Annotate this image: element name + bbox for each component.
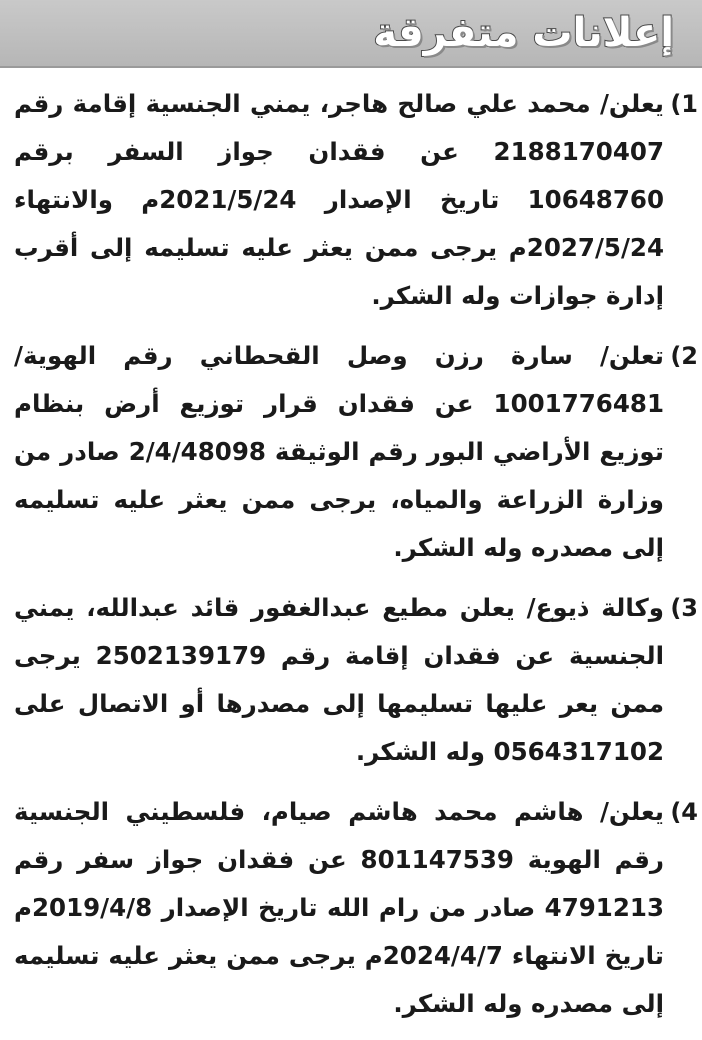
section-title: إعلانات متفرقة <box>373 10 674 56</box>
notice-number: 4) <box>670 798 698 826</box>
notice-number: 2) <box>670 342 698 370</box>
notice-item-1 <box>0 80 702 320</box>
notice-text: يعلن/ هاشم محمد هاشم صيام، فلسطيني الجنسية رقم الهوية 801147539 عن فقدان جواز سفر رقم 4791213 صادر من رام الله تاريخ الإصدار 2019/4/8م تاريخ الانتهاء 2024/4/7م يرجى ممن يعثر عليه تسليمه إلى مصدره وله الشكر. <box>14 797 664 1018</box>
section-header <box>0 0 702 68</box>
notice-item-3 <box>0 584 702 776</box>
notices-list <box>0 80 702 1040</box>
notice-item-4 <box>0 788 702 1028</box>
notice-number: 3) <box>670 594 698 622</box>
notice-text: يعلن/ محمد علي صالح هاجر، يمني الجنسية إقامة رقم 2188170407 عن فقدان جواز السفر برقم 10648760 تاريخ الإصدار 2021/5/24م والانتهاء 2027/5/24م يرجى ممن يعثر عليه تسليمه إلى أقرب إدارة جوازات وله الشكر. <box>14 89 664 310</box>
notice-text: وكالة ذيوع/ يعلن مطيع عبدالغفور قائد عبدالله، يمني الجنسية عن فقدان إقامة رقم 2502139179 يرجى ممن يعر عليها تسليمها إلى مصدرها أو الاتصال على 0564317102 وله الشكر. <box>14 593 664 766</box>
notice-number: 1) <box>670 90 698 118</box>
notice-text: تعلن/ سارة رزن وصل القحطاني رقم الهوية/ 1001776481 عن فقدان قرار توزيع أرض بنظام توزيع الأراضي البور رقم الوثيقة 2/4/48098 صادر من وزارة الزراعة والمياه، يرجى ممن يعثر عليه تسليمه إلى مصدره وله الشكر. <box>14 341 664 562</box>
notice-item-2 <box>0 332 702 572</box>
